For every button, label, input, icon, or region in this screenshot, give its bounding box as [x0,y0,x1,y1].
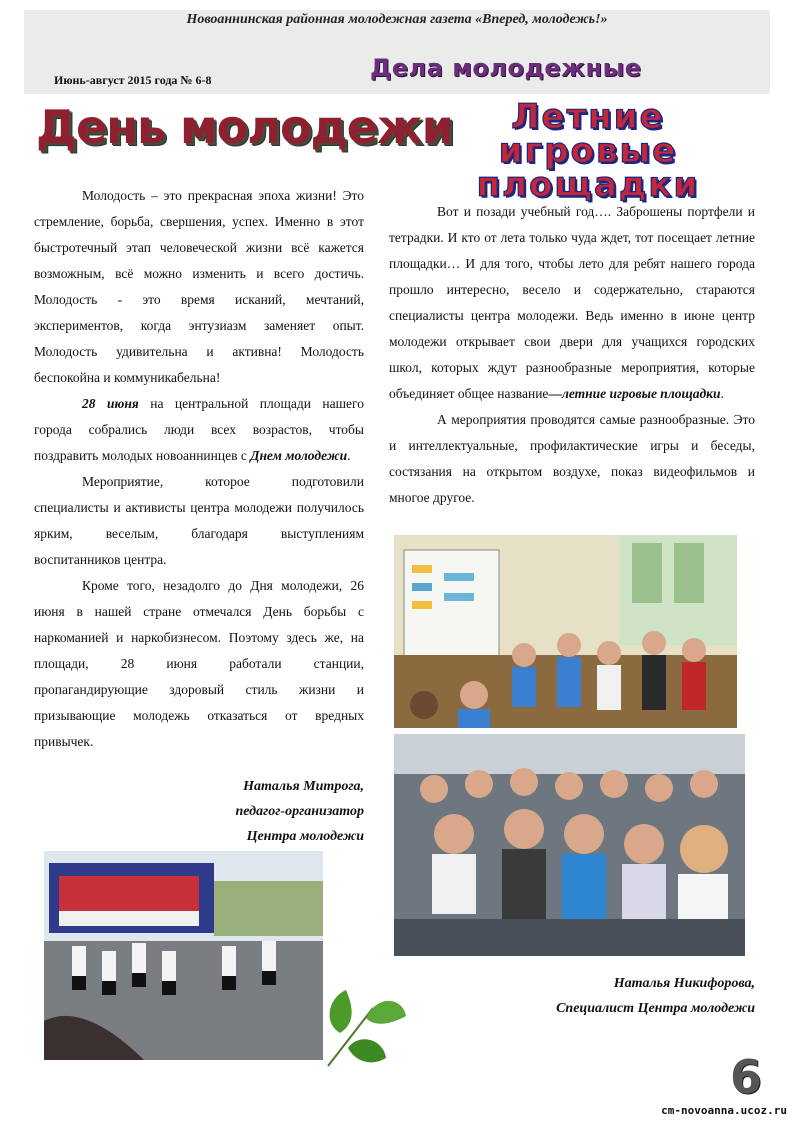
left-article-body [34,183,364,755]
right-article-body [389,199,755,511]
right-title-line-3: площадки [476,165,700,205]
left-author-org: Центра молодежи [246,829,364,844]
right-author: Наталья Никифорова, [613,976,755,991]
issue-date: Июнь-август 2015 года № 6-8 [54,73,212,87]
left-signature [236,774,365,849]
left-paragraph-2: 28 июня на центральной площади нашего города собрались люди всех возрастов, чтобы поздравить молодых новоаннинцев с Днем молодежи. [34,396,364,463]
left-author-role: педагог-организатор [235,804,364,819]
classroom-photo-2 [394,734,745,956]
site-url[interactable]: cm-novoanna.ucoz.ru [661,1104,787,1117]
page-number: 6 [730,1050,763,1104]
right-paragraph-1: Вот и позади учебный год…. Заброшены портфели и тетрадки. И кто от лета только чуда ждет, тот посещает летние площадки… И для того, чтобы лето для ребят нашего города прошло интересно, весело и содержательно, стараются специалисты центра молодежи. Ведь именно в июне центр молодежи открывает свои двери для учащихся городских школ, которых ждут разнообразные мероприятия, которые объединяет общее название—летние игровые площадки. [389,204,755,401]
event-date: 28 июня [82,396,139,411]
holiday-name: Днем молодежи [250,448,348,463]
newspaper-name: Новоаннинская районная молодежная газета «Вперед, молодежь!» [186,12,608,27]
left-paragraph-4: Кроме того, незадолго до Дня молодежи, 26 июня в нашей стране отмечался День борьбы с наркоманией и наркобизнесом. Поэтому здесь же, на площади, 28 июня работали станции, пропагандирующие здоровый стиль жизни и призывающие молодежь отказаться от вредных привычек. [34,578,364,749]
event-name: —летние игровые площадки [548,386,721,401]
right-title-line-1: Летние [511,97,665,137]
left-paragraph-3: Мероприятие, которое подготовили специалисты и активисты центра молодежи получилось ярким, веселым, благодаря выступлениям воспитанников центра. [34,474,364,567]
classroom-photo-1 [394,535,737,728]
left-author: Наталья Митрога, [243,779,364,794]
right-signature [556,971,755,1021]
right-title-line-2: игровые [498,131,678,171]
left-paragraph-1: Молодость – это прекрасная эпоха жизни! Это стремление, борьба, свершения, успех. Именно в этот быстротечный этап человеческой жизни всё кажется возможным, всё можно изменить и всего достичь. Молодость - это время исканий, мечтаний, экспериментов, когда энтузиазм заменяет опыт. Молодость удивительна и активна! Молодость беспокойна и коммуникабельна! [34,188,364,385]
section-title: Дела молодежные [370,54,642,82]
left-article-title: День молодежи [36,100,453,154]
right-author-role: Специалист Центра молодежи [556,1001,755,1016]
stage-dance-photo [44,851,323,1060]
right-article-title [408,97,768,205]
right-paragraph-2: А мероприятия проводятся самые разнообразные. Это и интеллектуальные, профилактические игры и беседы, состязания на открытом воздухе, показ видеофильмов и многое другое. [389,412,755,505]
leaf-decoration-icon [318,978,408,1078]
